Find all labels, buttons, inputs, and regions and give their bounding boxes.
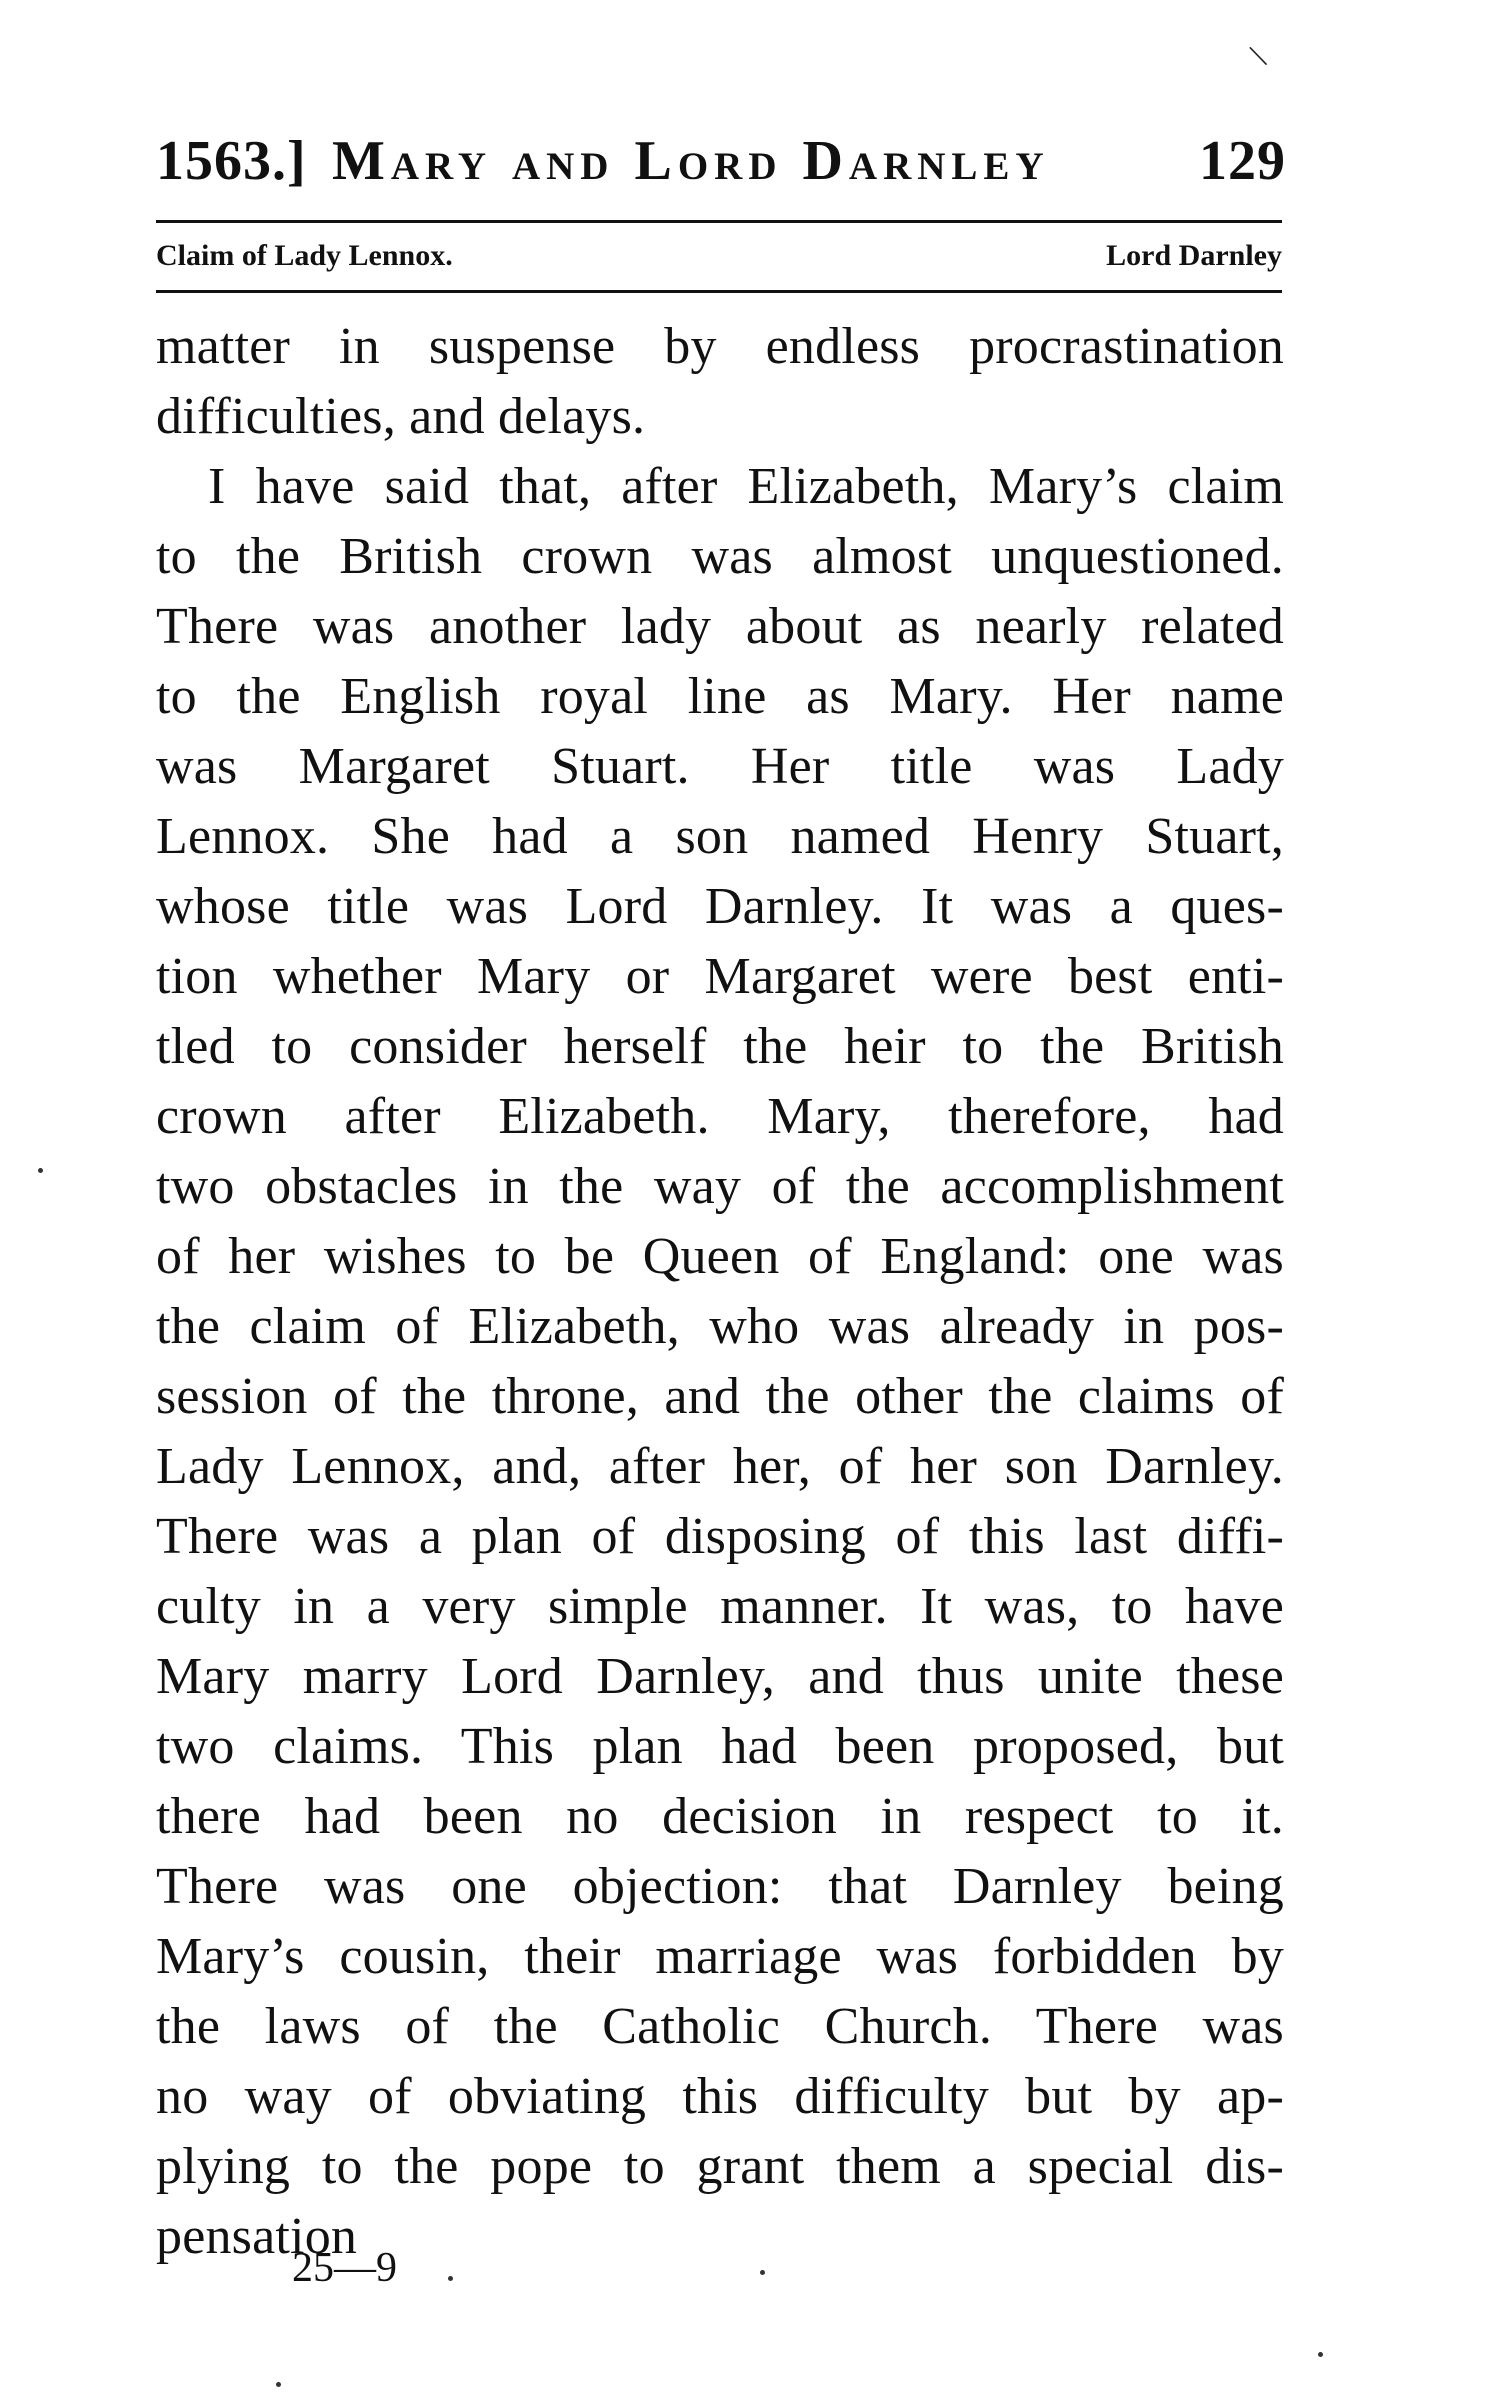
text-line: two claims. This plan had been proposed, but — [156, 1718, 1284, 1775]
text-line: plying to the pope to grant them a special dis- — [156, 2138, 1284, 2195]
text-line: Lennox. She had a son named Henry Stuart, — [156, 808, 1284, 865]
text-line: of her wishes to be Queen of England: one was — [156, 1228, 1284, 1285]
text-line: no way of obviating this difficulty but by ap- — [156, 2068, 1284, 2125]
subheader-left: Claim of Lady Lennox. — [156, 239, 453, 272]
text-line: There was a plan of disposing of this last diffi- — [156, 1508, 1284, 1565]
section-subheader — [156, 232, 1282, 280]
print-speck — [448, 2276, 453, 2281]
text-line: Mary’s cousin, their marriage was forbidden by — [156, 1928, 1284, 1985]
text-line: tion whether Mary or Margaret were best enti- — [156, 948, 1284, 1005]
header-rule-top — [156, 220, 1282, 223]
text-line: the laws of the Catholic Church. There was — [156, 1998, 1284, 2055]
text-line: the claim of Elizabeth, who was already in pos- — [156, 1298, 1284, 1355]
signature-mark: 25—9 — [292, 2245, 397, 2291]
text-line: culty in a very simple manner. It was, to have — [156, 1578, 1284, 1635]
text-line: pensation — [156, 2208, 358, 2265]
body-text — [156, 312, 1284, 2272]
text-line: whose title was Lord Darnley. It was a ques- — [156, 878, 1284, 935]
text-line: matter in suspense by endless procrastination — [156, 318, 1284, 375]
text-line: I have said that, after Elizabeth, Mary’s claim — [208, 458, 1284, 515]
header-year: 1563.] — [156, 130, 307, 192]
text-line: crown after Elizabeth. Mary, therefore, had — [156, 1088, 1284, 1145]
text-line: two obstacles in the way of the accomplishment — [156, 1158, 1284, 1215]
text-line: Lady Lennox, and, after her, of her son Darnley. — [156, 1438, 1284, 1495]
running-head — [156, 128, 1286, 194]
subheader-right: Lord Darnley — [1106, 239, 1282, 272]
header-title: Mary and Lord Darnley — [332, 130, 1050, 192]
text-line: Mary marry Lord Darnley, and thus unite these — [156, 1648, 1284, 1705]
header-rule-bottom — [156, 290, 1282, 293]
stray-mark: \ — [1246, 37, 1271, 76]
text-line: was Margaret Stuart. Her title was Lady — [156, 738, 1284, 795]
text-line: There was one objection: that Darnley being — [156, 1858, 1284, 1915]
print-speck — [1318, 2352, 1323, 2357]
print-speck — [760, 2270, 765, 2275]
print-speck — [276, 2382, 281, 2387]
text-line: session of the throne, and the other the claims of — [156, 1368, 1284, 1425]
text-line: to the English royal line as Mary. Her name — [156, 668, 1284, 725]
text-line: difficulties, and delays. — [156, 388, 646, 445]
text-line: there had been no decision in respect to it. — [156, 1788, 1284, 1845]
text-line: to the British crown was almost unquestioned. — [156, 528, 1284, 585]
text-line: There was another lady about as nearly related — [156, 598, 1284, 655]
text-line: tled to consider herself the heir to the British — [156, 1018, 1284, 1075]
page-number: 129 — [1199, 130, 1286, 192]
print-speck — [38, 1168, 43, 1173]
